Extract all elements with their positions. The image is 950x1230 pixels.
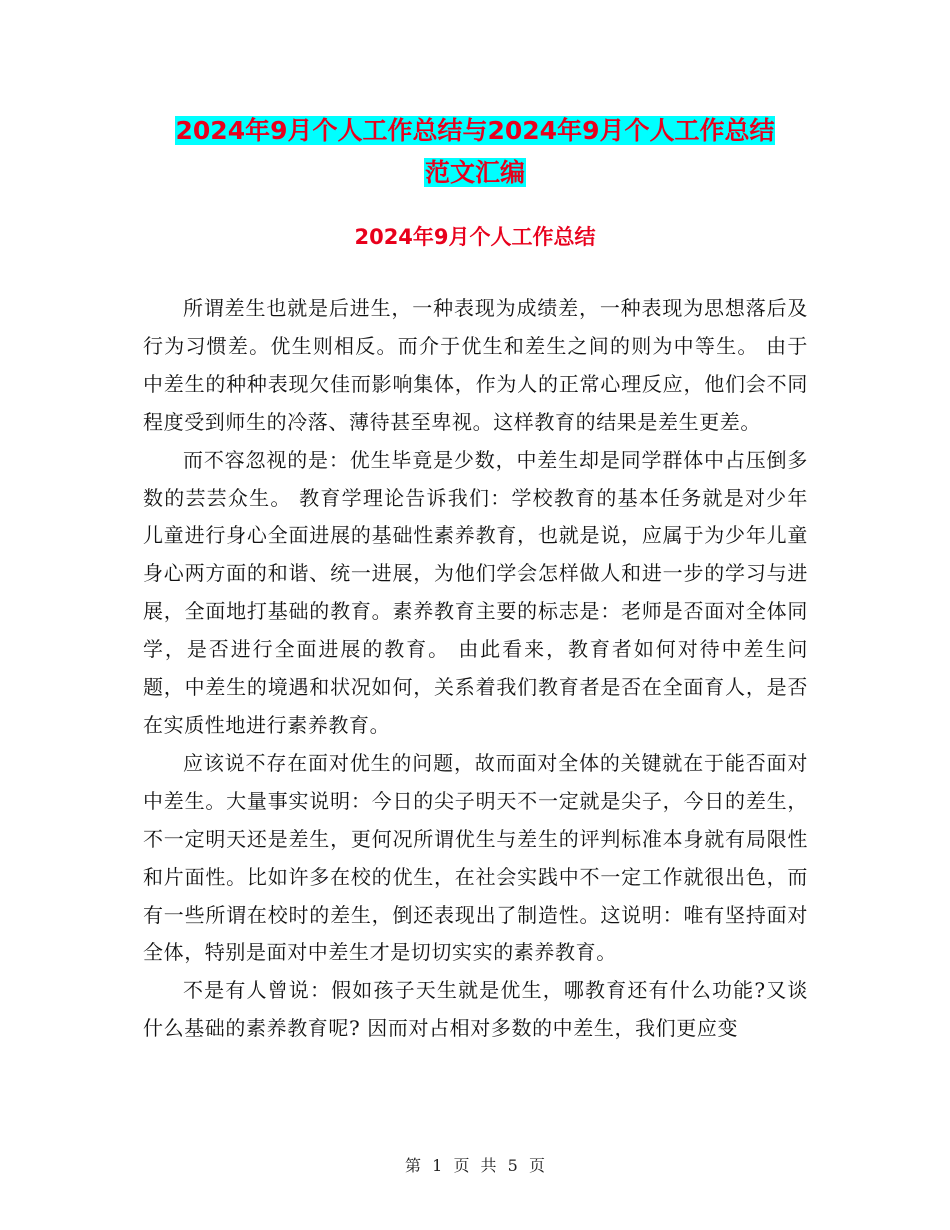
document-title-text-2: 范文汇编 (424, 158, 525, 187)
footer-total-pages: 5 (507, 1156, 518, 1175)
footer-total-prefix: 共 (480, 1156, 497, 1175)
footer-total-suffix: 页 (528, 1156, 545, 1175)
paragraph-3: 应该说不存在面对优生的问题，故而面对全体的关键就在于能否面对中差生。大量事实说明：今日的尖子明天不一定就是尖子，今日的差生，不一定明天还是差生，更何况所谓优生与差生的评判标准本身就有局限性和片面性。比如许多在校的优生，在社会实践中不一定工作就很出色，而有一些所谓在校时的差生，倒还表现出了制造性。这说明：唯有坚持面对全体，特别是面对中差生才是切切实实的素养教育。 (143, 750, 808, 965)
document-title-text-1: 2024年9月个人工作总结与2024年9月个人工作总结 (175, 116, 775, 145)
footer-current-page: 1 (432, 1156, 443, 1175)
paragraph-1: 所谓差生也就是后进生，一种表现为成绩差，一种表现为思想落后及行为习惯差。优生则相反。而介于优生和差生之间的则为中等生。 由于中差生的种种表现欠佳而影响集体，作为人的正常心理反应，他们会不同程度受到师生的冷落、薄待甚至卑视。这样教育的结果是差生更差。 (143, 296, 808, 434)
document-title-line-1 (0, 112, 950, 150)
page-footer (0, 1155, 950, 1177)
section-heading: 2024年9月个人工作总结 (354, 225, 596, 249)
document-title-line-2 (0, 154, 950, 192)
footer-page-label: 页 (453, 1156, 470, 1175)
document-body (143, 290, 808, 1048)
paragraph-2: 而不容忽视的是：优生毕竟是少数，中差生却是同学群体中占压倒多数的芸芸众生。 教育学理论告诉我们：学校教育的基本任务就是对少年儿童进行身心全面进展的基础性素养教育，也就是说，应属于为少年儿童身心两方面的和谐、统一进展，为他们学会怎样做人和进一步的学习与进展，全面地打基础的教育。素养教育主要的标志是：老师是否面对全体同学，是否进行全面进展的教育。 由此看来，教育者如何对待中差生问题，中差生的境遇和状况如何，关系着我们教育者是否在全面育人，是否在实质性地进行素养教育。 (143, 447, 808, 737)
footer-prefix: 第 (405, 1156, 422, 1175)
paragraph-4: 不是有人曾说：假如孩子天生就是优生，哪教育还有什么功能?又谈什么基础的素养教育呢? 因而对占相对多数的中差生，我们更应变 (143, 978, 808, 1041)
